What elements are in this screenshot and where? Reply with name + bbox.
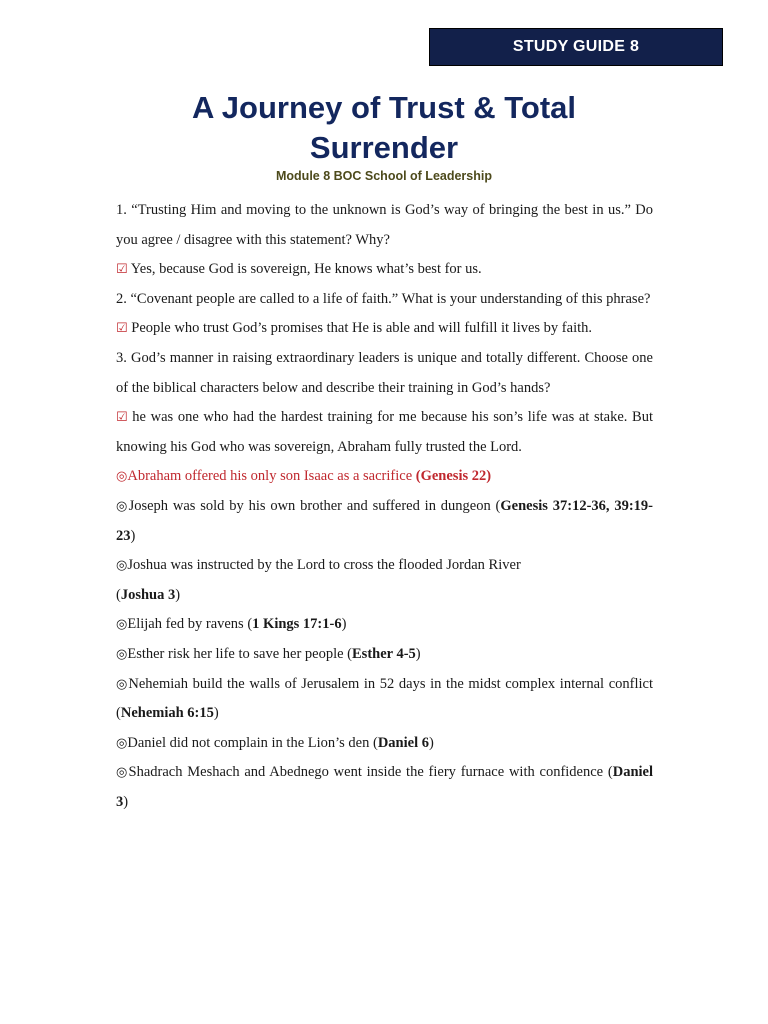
- character-esther: ◎Esther risk her life to save her people (Esther 4-5): [116, 645, 421, 662]
- character-nehemiah: ◎Nehemiah build the walls of Jerusalem in 52 days in the midst complex internal conflict (Nehemiah 6:15): [116, 675, 654, 722]
- circle-bullet-icon: ◎: [116, 676, 129, 692]
- scripture-reference: Daniel 3: [116, 764, 654, 810]
- circle-bullet-icon: ◎: [116, 735, 128, 751]
- circle-bullet-icon: ◎: [116, 498, 129, 514]
- study-guide-banner: [429, 28, 723, 66]
- answer-2-text: People who trust God’s promises that He is able and will fulfill it lives by faith.: [127, 320, 592, 337]
- answer-3-text: he was one who had the hardest training for me because his son’s life was at stake. But knowing his God who was sovereign, Abraham fully trusted the Lord.: [116, 409, 653, 455]
- question-1: 1. “Trusting Him and moving to the unknown is God’s way of bringing the best in us.” Do you agree / disagree with this statement? Why?: [116, 202, 653, 248]
- character-joseph: ◎Joseph was sold by his own brother and suffered in dungeon (Genesis 37:12-36, 39:19-23): [116, 497, 654, 544]
- scripture-reference: Daniel 6: [377, 734, 429, 751]
- checkbox-icon: ☑: [116, 262, 128, 278]
- circle-bullet-icon: ◎: [116, 765, 129, 781]
- answer-3: [116, 403, 653, 462]
- circle-bullet-icon: ◎: [116, 617, 128, 633]
- question-2: 2. “Covenant people are called to a life of faith.” What is your understanding of this phrase?: [116, 290, 651, 307]
- checkbox-icon: ☑: [116, 410, 128, 426]
- answer-2: [116, 314, 653, 344]
- banner-label: STUDY GUIDE 8: [512, 38, 640, 55]
- character-abraham: ◎Abraham offered his only son Isaac as a sacrifice (Genesis 22): [116, 468, 492, 485]
- page-title: [0, 88, 768, 168]
- circle-bullet-icon: ◎: [116, 646, 128, 662]
- character-elijah: ◎Elijah fed by ravens (1 Kings 17:1-6): [116, 616, 347, 633]
- scripture-reference: 1 Kings 17:1-6: [252, 616, 342, 633]
- scripture-reference: Nehemiah 6:15: [120, 705, 214, 722]
- answer-1: [116, 255, 653, 285]
- character-shadrach: ◎Shadrach Meshach and Abednego went inside the fiery furnace with confidence (Daniel 3): [116, 764, 654, 810]
- page-subtitle: Module 8 BOC School of Leadership: [276, 169, 492, 183]
- circle-bullet-icon: ◎: [116, 558, 128, 574]
- document-body: [116, 196, 653, 817]
- character-joshua: ◎Joshua was instructed by the Lord to cross the flooded Jordan River (Joshua 3): [116, 557, 521, 603]
- scripture-reference: Genesis 37:12-36, 39:19-23: [116, 497, 654, 544]
- title-line-2: Surrender: [309, 130, 459, 165]
- circle-bullet-icon: ◎: [116, 469, 128, 485]
- scripture-reference: (Genesis 22): [415, 468, 492, 485]
- answer-1-text: Yes, because God is sovereign, He knows what’s best for us.: [127, 261, 482, 278]
- question-3: 3. God’s manner in raising extraordinary leaders is unique and totally different. Choose one of the biblical characters below and describe their training in God’s hands?: [116, 349, 653, 396]
- scripture-reference: Esther 4-5: [352, 645, 416, 662]
- character-daniel: ◎Daniel did not complain in the Lion’s den (Daniel 6): [116, 734, 434, 751]
- scripture-reference: Joshua 3: [120, 586, 176, 603]
- checkbox-icon: ☑: [116, 321, 128, 337]
- title-line-1: A Journey of Trust & Total: [191, 90, 577, 125]
